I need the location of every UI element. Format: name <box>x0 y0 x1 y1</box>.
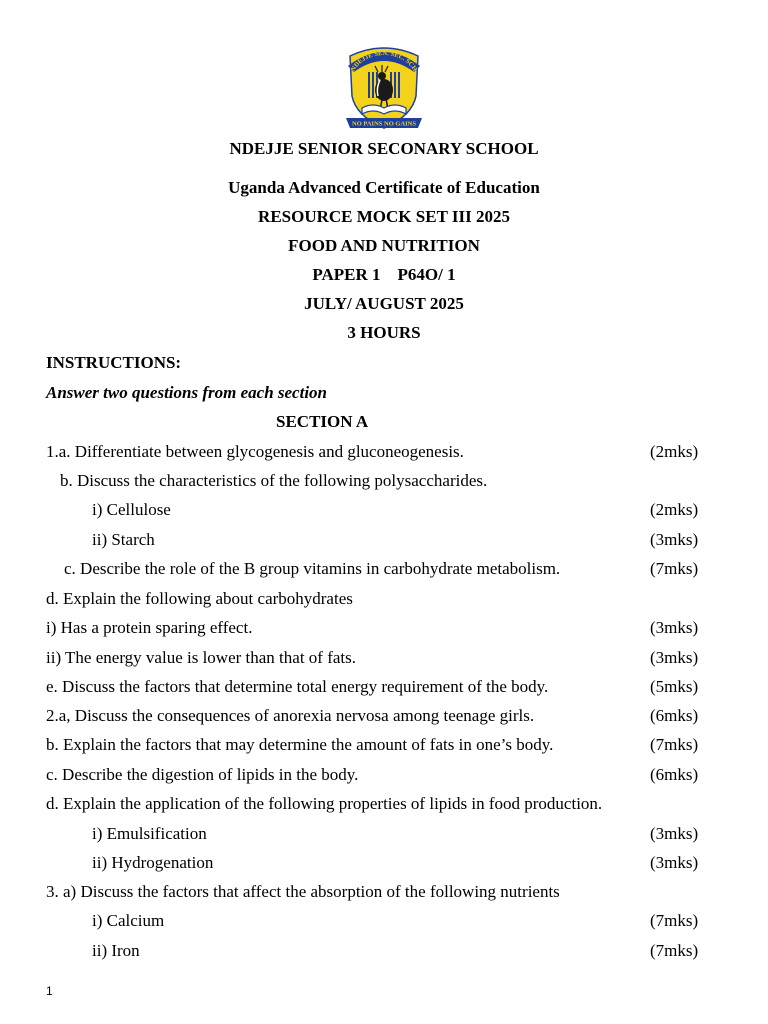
school-name: NDEJJE SENIOR SECONARY SCHOOL <box>229 139 539 158</box>
page-number: 1 <box>46 984 53 998</box>
question-marks: (3mks) <box>650 824 699 843</box>
question-marks: (6mks) <box>650 765 699 784</box>
question-item: 1.a. Differentiate between glycogenesis and gluconeogenesis. <box>46 442 464 461</box>
question-item: ii) Hydrogenation <box>92 853 214 872</box>
subject-title: FOOD AND NUTRITION <box>288 236 480 255</box>
section-a-heading: SECTION A <box>276 412 369 431</box>
question-item: i) Emulsification <box>92 824 207 843</box>
question-item: c. Describe the role of the B group vitamins in carbohydrate metabolism. <box>64 559 561 578</box>
question-item: b. Discuss the characteristics of the following polysaccharides. <box>60 471 488 490</box>
question-item: b. Explain the factors that may determine the amount of fats in one’s body. <box>46 735 554 754</box>
question-item: i) Has a protein sparing effect. <box>46 618 253 637</box>
paper-code: PAPER 1 P64O/ 1 <box>312 265 456 284</box>
exam-duration: 3 HOURS <box>347 323 421 342</box>
question-marks: (7mks) <box>650 559 699 578</box>
question-marks: (3mks) <box>650 853 699 872</box>
question-item: 2.a, Discuss the consequences of anorexia nervosa among teenage girls. <box>46 706 535 725</box>
question-item: 3. a) Discuss the factors that affect the absorption of the following nutrients <box>46 882 560 901</box>
question-marks: (7mks) <box>650 735 699 754</box>
question-marks: (7mks) <box>650 941 699 960</box>
question-item: i) Calcium <box>92 911 165 930</box>
question-marks: (2mks) <box>650 442 699 461</box>
question-marks: (6mks) <box>650 706 699 725</box>
exam-title: RESOURCE MOCK SET III 2025 <box>258 207 510 226</box>
question-marks: (7mks) <box>650 911 699 930</box>
question-marks: (5mks) <box>650 677 699 696</box>
question-item: ii) The energy value is lower than that of fats. <box>46 648 357 667</box>
question-marks: (2mks) <box>650 500 699 519</box>
question-item: e. Discuss the factors that determine total energy requirement of the body. <box>46 677 549 696</box>
question-marks: (3mks) <box>650 648 699 667</box>
question-item: ii) Iron <box>92 941 140 960</box>
logo-top-text: NDEJJE SEN. SEC. SCH <box>349 50 419 73</box>
instructions-heading: INSTRUCTIONS: <box>46 353 182 372</box>
question-item: c. Describe the digestion of lipids in the body. <box>46 765 359 784</box>
question-item: d. Explain the application of the following properties of lipids in food production. <box>46 794 603 813</box>
certificate-title: Uganda Advanced Certificate of Education <box>228 178 540 197</box>
question-marks: (3mks) <box>650 530 699 549</box>
exam-date: JULY/ AUGUST 2025 <box>304 294 464 313</box>
logo-motto: NO PAINS NO GAINS <box>352 120 416 128</box>
school-logo <box>342 42 426 134</box>
question-item: i) Cellulose <box>92 500 171 519</box>
question-item: d. Explain the following about carbohydrates <box>46 589 353 608</box>
question-item: ii) Starch <box>92 530 155 549</box>
instructions-text: Answer two questions from each section <box>46 383 328 402</box>
question-marks: (3mks) <box>650 618 699 637</box>
